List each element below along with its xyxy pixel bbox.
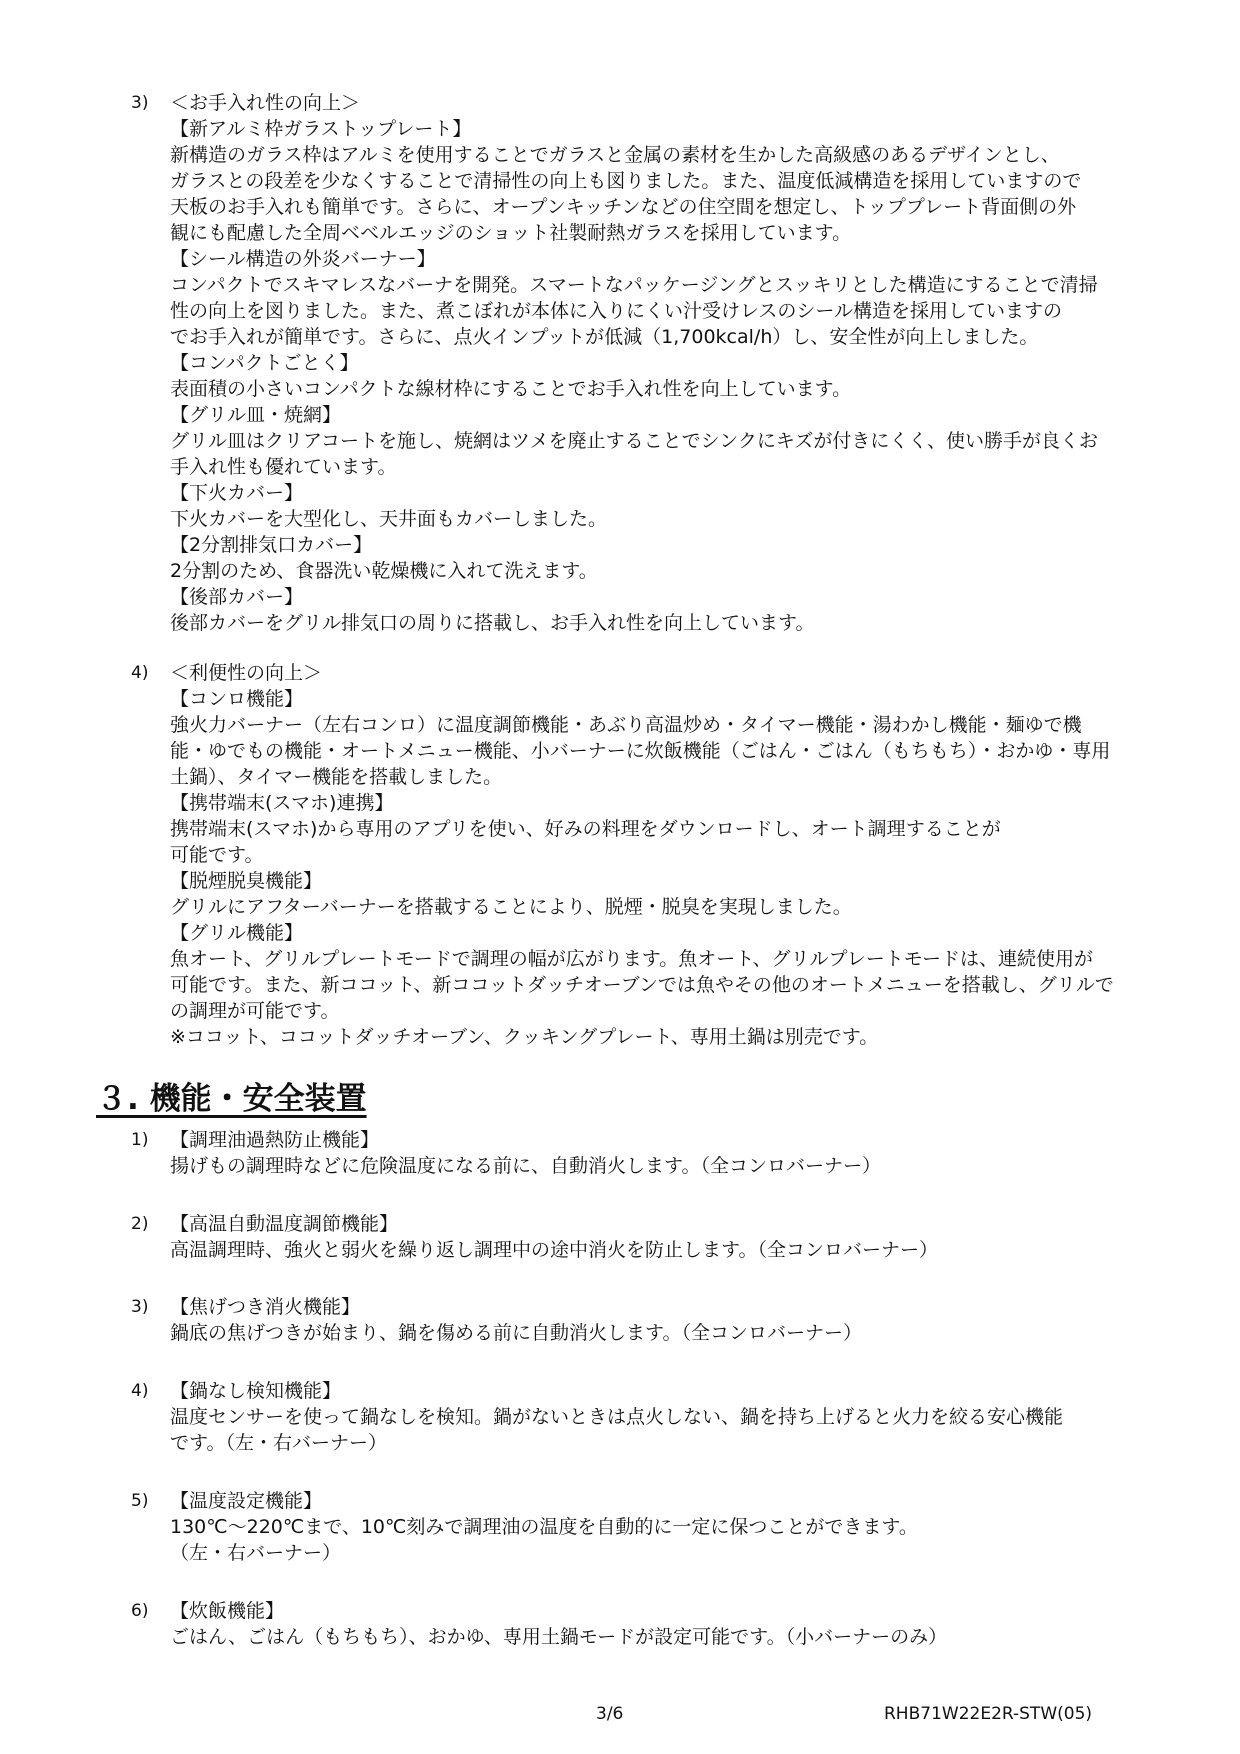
feature-text-line: （左・右バーナー） [170, 1542, 342, 1564]
item-text-line: でお手入れが簡単です。さらに、点火インプットが低減（1,700kcal/h）し、安全性が向上しました。 [170, 326, 1039, 348]
item-text-line: 新構造のガラス枠はアルミを使用することでガラスと金属の素材を生かした高級感のあるデザインとし、 [170, 144, 1060, 166]
feature-body [170, 1211, 1180, 1263]
item-text-line: 2分割のため、食器洗い乾燥機に入れて洗えます。 [170, 560, 598, 582]
feature-text-line: 温度センサーを使って鍋なしを検知。鍋がないときは点火しない、鍋を持ち上げると火力を絞る安心機能 [170, 1406, 1064, 1428]
feature-body [170, 1598, 1180, 1650]
item-heading: 【グリル機能】 [170, 922, 304, 944]
feature-body [170, 1127, 1180, 1179]
item-heading: 【シール構造の外炎バーナー】 [170, 248, 436, 270]
feature-heading: 【調理油過熱防止機能】 [170, 1129, 380, 1151]
item-rear-cover [170, 584, 1180, 636]
item-smartphone-link [170, 790, 1180, 868]
feature-number: 6) [131, 1601, 149, 1621]
item-grill-functions [170, 920, 1180, 1050]
item-heading: 【2分割排気口カバー】 [170, 534, 373, 556]
item-text-line: ガラスとの段差を少なくすることで清掃性の向上も図りました。また、温度低減構造を採用していますので [170, 170, 1082, 192]
item-smoke-odor [170, 868, 1180, 920]
section-number: 3) [131, 93, 149, 113]
feature-number: 3) [131, 1297, 149, 1317]
item-heading: 【携帯端末(スマホ)連携】 [170, 792, 394, 814]
item-compact-trivet [170, 350, 1180, 402]
section-number: 4) [131, 663, 149, 683]
feature-text-line: 鍋底の焦げつきが始まり、鍋を傷める前に自動消火します。（全コンロバーナー） [170, 1322, 862, 1344]
item-text-line: 後部カバーをグリル排気口の周りに搭載し、お手入れ性を向上しています。 [170, 612, 815, 634]
feature-text-line: ごはん、ごはん（もちもち）、おかゆ、専用土鍋モードが設定可能です。（小バーナーのみ） [170, 1626, 948, 1648]
item-heading: 【新アルミ枠ガラストップレート】 [170, 118, 472, 140]
feature-number: 2) [131, 1214, 149, 1234]
feature-body [170, 1294, 1180, 1346]
feature-heading: 【高温自動温度調節機能】 [170, 1213, 399, 1235]
feature-number: 4) [131, 1381, 149, 1401]
item-text-line: 性の向上を図りました。また、煮こぼれが本体に入りにくい汁受けレスのシール構造を採用していますの [170, 300, 1063, 322]
feature-heading: 【焦げつき消火機能】 [170, 1296, 361, 1318]
item-lower-cover [170, 480, 1180, 532]
item-grill-tray [170, 402, 1180, 480]
section-body [170, 686, 1180, 1050]
item-text-line: グリルにアフターバーナーを搭載することにより、脱煙・脱臭を実現しました。 [170, 896, 852, 918]
item-heading: 【コンロ機能】 [170, 688, 304, 710]
feature-text-line: 揚げもの調理時などに危険温度になる前に、自動消火します。（全コンロバーナー） [170, 1155, 881, 1177]
item-text-line: 魚オート、グリルプレートモードで調理の幅が広がります。魚オート、グリルプレートモードは、連続使用が [170, 948, 1094, 970]
item-sealed-burner [170, 246, 1180, 350]
section-body [170, 116, 1180, 636]
feature-body [170, 1488, 1180, 1566]
section-title: ＜利便性の向上＞ [170, 662, 323, 684]
page-number: 3/6 [596, 1704, 624, 1724]
item-text-line: 下火カバーを大型化し、天井面もカバーしました。 [170, 508, 608, 530]
feature-heading: 【温度設定機能】 [170, 1490, 323, 1512]
item-stove-functions [170, 686, 1180, 790]
feature-number: 1) [131, 1130, 149, 1150]
item-text-line: 可能です。また、新ココット、新ココットダッチオーブンでは魚やその他のオートメニューを搭載し、グリルで [170, 974, 1114, 996]
item-text-line: グリル皿はクリアコートを施し、焼網はツメを廃止することでシンクにキズが付きにくく、使い勝手が良くお [170, 430, 1099, 452]
item-text-line: 能・ゆでもの機能・オートメニュー機能、小バーナーに炊飯機能（ごはん・ごはん（もちもち）・おかゆ・専用 [170, 740, 1111, 762]
item-heading: 【下火カバー】 [170, 482, 304, 504]
item-text-line: コンパクトでスキマレスなバーナを開発。スマートなパッケージングとスッキリとした構造にすることで清掃 [170, 274, 1098, 296]
feature-text-line: です。（左・右バーナー） [170, 1432, 387, 1454]
feature-body [170, 1378, 1180, 1456]
item-text-line: 土鍋）、タイマー機能を搭載しました。 [170, 766, 503, 788]
chapter-heading: ３. 機能・安全装置 [96, 1081, 367, 1117]
item-text-line: ※ココット、ココットダッチオーブン、クッキングプレート、専用土鍋は別売です。 [170, 1026, 879, 1048]
item-text-line: 観にも配慮した全周ベベルエッジのショット社製耐熱ガラスを採用しています。 [170, 222, 852, 244]
document-code: RHB71W22E2R-STW(05) [884, 1704, 1093, 1724]
item-aluminum-glass-top [170, 116, 1180, 246]
item-text-line: 手入れ性も優れています。 [170, 456, 397, 478]
item-exhaust-cover [170, 532, 1180, 584]
item-heading: 【脱煙脱臭機能】 [170, 870, 323, 892]
item-text-line: の調理が可能です。 [170, 1000, 340, 1022]
section-title: ＜お手入れ性の向上＞ [170, 92, 361, 114]
item-heading: 【コンパクトごとく】 [170, 352, 359, 374]
item-text-line: 強火力バーナー（左右コンロ）に温度調節機能・あぶり高温炒め・タイマー機能・湯わかし機能・麺ゆで機 [170, 714, 1082, 736]
item-text-line: 表面積の小さいコンパクトな線材枠にすることでお手入れ性を向上しています。 [170, 378, 852, 400]
item-heading: 【後部カバー】 [170, 586, 304, 608]
feature-number: 5) [131, 1491, 149, 1511]
feature-heading: 【鍋なし検知機能】 [170, 1380, 342, 1402]
feature-text-line: 130℃～220℃まで、10℃刻みで調理油の温度を自動的に一定に保つことができます。 [170, 1516, 918, 1538]
item-heading: 【グリル皿・焼網】 [170, 404, 342, 426]
item-text-line: 携帯端末(スマホ)から専用のアプリを使い、好みの料理をダウンロードし、オート調理することが [170, 818, 1001, 840]
item-text-line: 天板のお手入れも簡単です。さらに、オープンキッチンなどの住空間を想定し、トッププレート背面側の外 [170, 196, 1077, 218]
item-text-line: 可能です。 [170, 844, 264, 866]
feature-heading: 【炊飯機能】 [170, 1600, 285, 1622]
feature-text-line: 高温調理時、強火と弱火を繰り返し調理中の途中消火を防止します。（全コンロバーナー） [170, 1239, 938, 1261]
